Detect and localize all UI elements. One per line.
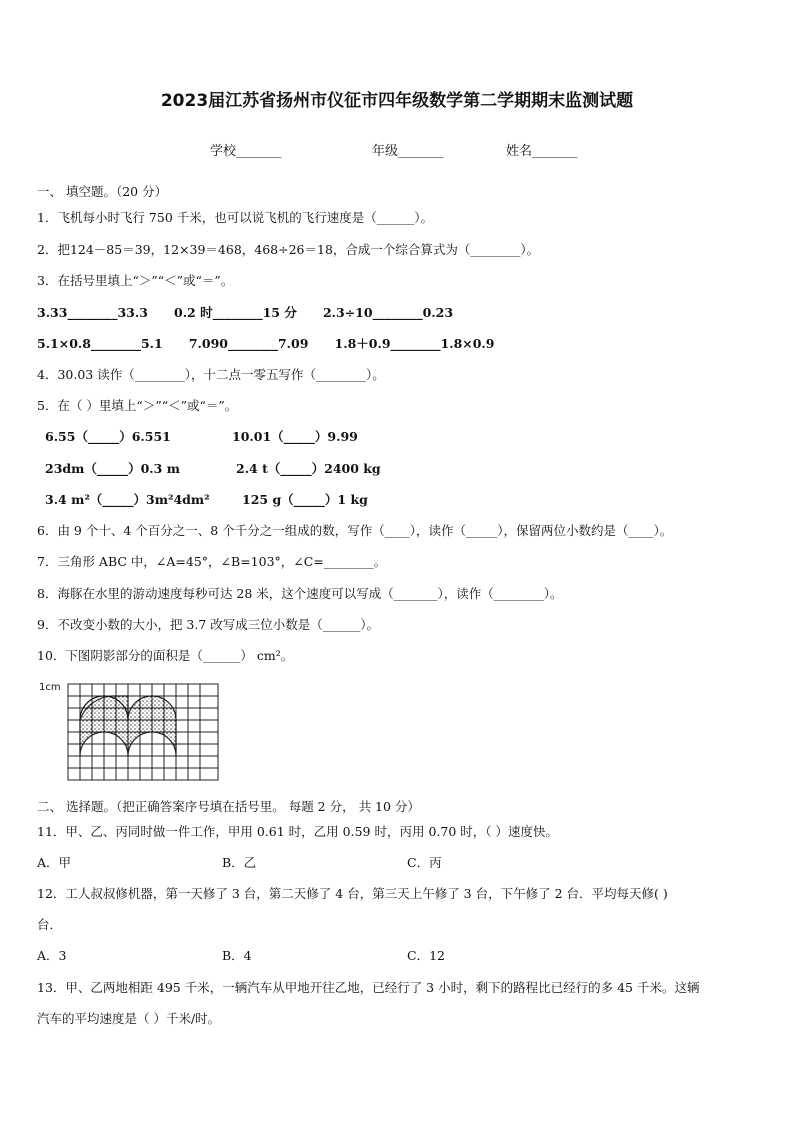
unit-label: 1cm [39, 682, 61, 693]
question-10: 10．下图阴影部分的面积是（______） cm²。 [37, 648, 294, 663]
section2-heading: 二、 选择题。（把正确答案序号填在括号里。 每题 2 分， 共 10 分） [37, 799, 420, 814]
grid-diagram [38, 680, 224, 786]
option-a: A．3 [37, 948, 67, 963]
question-5-item: 10.01（_____）9.99 [232, 429, 358, 444]
name-field: 姓名_______ [506, 144, 578, 159]
question-3-row-1: 3.33________33.3 0.2 时________15 分 2.3÷10________0.23 [37, 305, 454, 320]
question-9: 9．不改变小数的大小，把 3.7 改写成三位小数是（______）。 [37, 617, 380, 632]
option-c: C．丙 [407, 855, 442, 870]
question-13-continued: 汽车的平均速度是（ ）千米/时。 [37, 1011, 221, 1026]
question-2: 2．把124－85＝39，12×39＝468，468÷26＝18，合成一个综合算式为（________）。 [37, 242, 540, 257]
question-8: 8．海豚在水里的游动速度每秒可达 28 米，这个速度可以写成（_______），读作（________）。 [37, 586, 563, 601]
option-b: B．乙 [222, 855, 257, 870]
grade-field: 年级_______ [372, 144, 444, 159]
question-3-row-2: 5.1×0.8________5.1 7.090________7.09 1.8＋0.9________1.8×0.9 [37, 336, 495, 351]
question-5-item: 125 g（_____）1 kg [242, 492, 368, 507]
question-12-continued: 台． [37, 917, 63, 932]
question-5-item: 6.55（_____）6.551 [45, 429, 171, 444]
question-5-item: 2.4 t（_____）2400 kg [236, 461, 381, 476]
shaded-area-figure [38, 680, 224, 790]
question-1: 1．飞机每小时飞行 750 千米，也可以说飞机的飞行速度是（______）。 [37, 210, 434, 225]
option-a: A．甲 [37, 855, 72, 870]
question-7: 7．三角形 ABC 中，∠A=45°，∠B=103°，∠C=________。 [37, 554, 387, 569]
school-field: 学校_______ [210, 144, 282, 159]
question-4: 4．30.03 读作（________），十二点一零五写作（________）。 [37, 367, 385, 382]
question-11: 11．甲、乙、丙同时做一件工作，甲用 0.61 时，乙用 0.59 时，丙用 0.70 时，（ ）速度快。 [37, 824, 558, 839]
question-5: 5．在（ ）里填上“＞”“＜”或“＝”。 [37, 398, 238, 413]
question-6: 6．由 9 个十、4 个百分之一、8 个千分之一组成的数，写作（____），读作（_____），保留两位小数约是（____）。 [37, 523, 673, 538]
option-b: B．4 [222, 948, 252, 963]
question-5-item: 23dm（_____）0.3 m [45, 461, 180, 476]
section1-heading: 一、 填空题。（20 分） [37, 184, 168, 199]
question-5-item: 3.4 m²（_____）3m²4dm² [45, 492, 210, 507]
question-12: 12．工人叔叔修机器，第一天修了 3 台，第二天修了 4 台，第三天上午修了 3 台，下午修了 2 台．平均每天修( ) [37, 886, 668, 901]
question-3: 3．在括号里填上“＞”“＜”或“＝”。 [37, 273, 234, 288]
question-13: 13．甲、乙两地相距 495 千米，一辆汽车从甲地开往乙地，已经行了 3 小时，剩下的路程比已经行的多 45 千米。这辆 [37, 980, 700, 995]
option-c: C．12 [407, 948, 445, 963]
page-title: 2023届江苏省扬州市仪征市四年级数学第二学期期末监测试题 [160, 91, 634, 111]
